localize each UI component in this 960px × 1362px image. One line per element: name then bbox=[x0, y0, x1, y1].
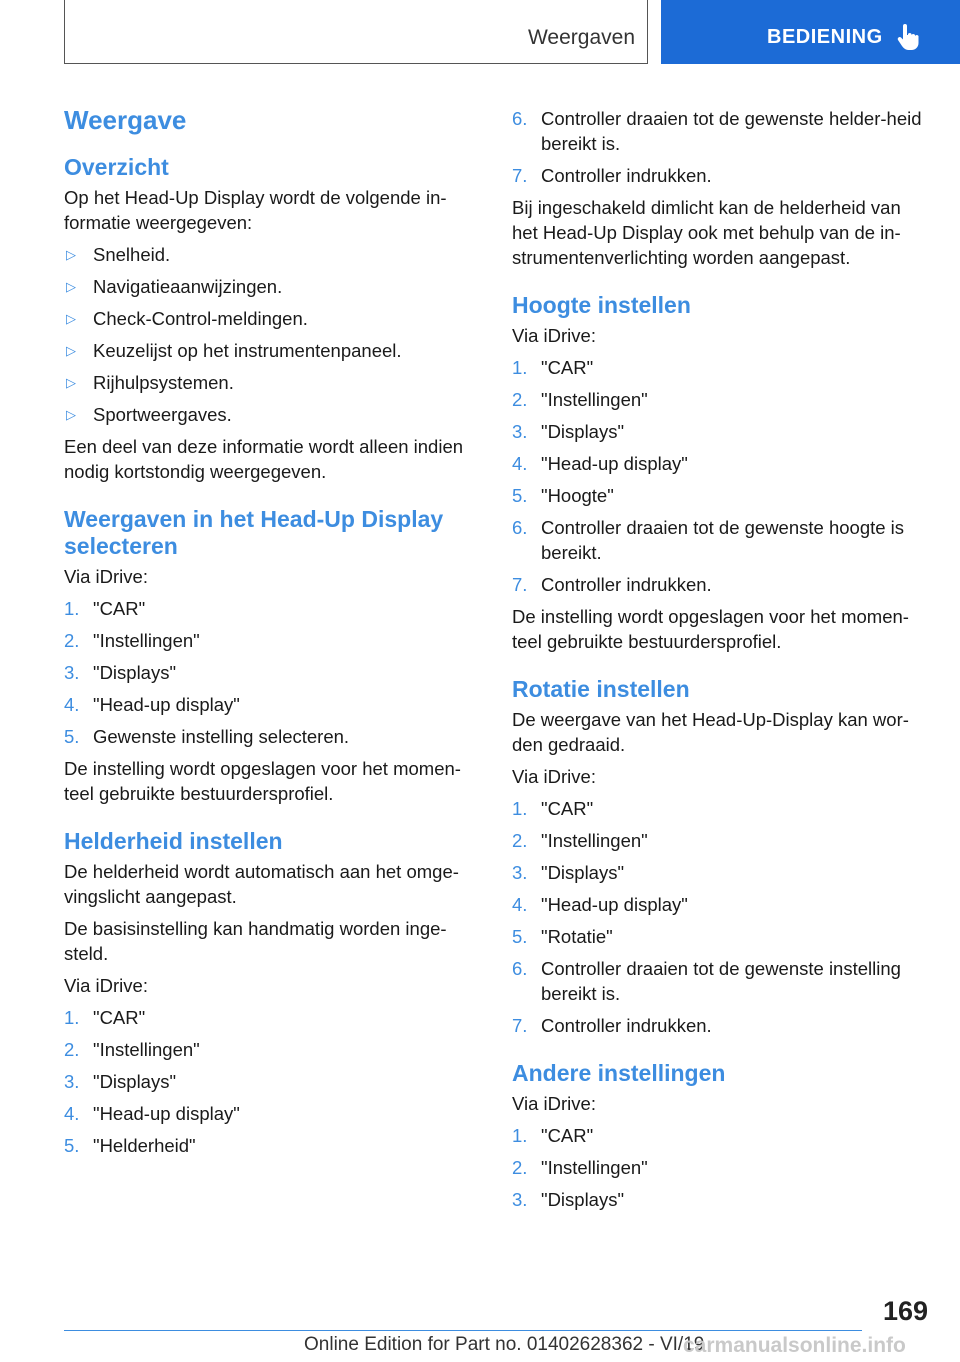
list-item: 1. "CAR" bbox=[512, 357, 594, 378]
list-item: 6. Controller draaien tot de gewenste instelling bereikt is. bbox=[512, 958, 901, 1004]
heading-overzicht: Overzicht bbox=[64, 154, 169, 180]
list-item: 5. "Rotatie" bbox=[512, 926, 613, 947]
rotatie-via: Via iDrive: bbox=[512, 766, 596, 787]
helderheid-p2: De basisinstelling kan handmatig worden inge-steld. bbox=[64, 918, 447, 964]
list-item: 4. "Head-up display" bbox=[64, 694, 240, 715]
heading-hoogte: Hoogte instellen bbox=[512, 292, 691, 318]
page-title: Weergave bbox=[64, 105, 187, 135]
list-item: 4. "Head-up display" bbox=[512, 453, 688, 474]
footer-divider bbox=[64, 1330, 862, 1331]
header-section-box bbox=[64, 0, 648, 64]
triangle-bullet-icon: ▷ bbox=[66, 311, 76, 326]
list-item: 3. "Displays" bbox=[512, 421, 625, 442]
list-item: 6. Controller draaien tot de gewenste hoogte is bereikt. bbox=[512, 517, 905, 563]
rotatie-p1: De weergave van het Head-Up-Display kan wor-den gedraaid. bbox=[512, 709, 909, 755]
heading-helderheid: Helderheid instellen bbox=[64, 828, 283, 854]
list-item: 7. Controller indrukken. bbox=[512, 574, 712, 595]
list-item: 4. "Head-up display" bbox=[64, 1103, 240, 1124]
right-column bbox=[512, 100, 926, 1219]
header-section-title: Weergaven bbox=[527, 26, 635, 49]
header-chapter-box bbox=[661, 0, 960, 64]
andere-steps bbox=[512, 1123, 926, 1212]
helderheid-p1: De helderheid wordt automatisch aan het omge-vingslicht aangepast. bbox=[64, 861, 459, 907]
list-item: ▷ Check-Control-meldingen. bbox=[66, 308, 308, 329]
list-item: 5. "Helderheid" bbox=[64, 1135, 196, 1156]
triangle-bullet-icon: ▷ bbox=[66, 375, 76, 390]
helderheid-via: Via iDrive: bbox=[64, 975, 148, 996]
hoogte-note: De instelling wordt opgeslagen voor het momen-teel gebruikte bestuurdersprofiel. bbox=[512, 606, 909, 652]
list-item: 3. "Displays" bbox=[64, 1071, 177, 1092]
list-item: ▷ Snelheid. bbox=[66, 244, 171, 265]
edition-text: Online Edition for Part no. 01402628362 - VI/19 bbox=[304, 1334, 705, 1355]
pointing-hand-icon bbox=[897, 24, 919, 50]
list-item: 2. "Instellingen" bbox=[64, 1039, 200, 1060]
helderheid-steps-continued bbox=[512, 106, 926, 188]
watermark: carmanualsonline.info bbox=[683, 1334, 906, 1357]
page-number: 169 bbox=[882, 1296, 928, 1326]
heading-rotatie: Rotatie instellen bbox=[512, 676, 690, 702]
rotatie-steps bbox=[512, 796, 926, 1038]
list-item: ▷ Sportweergaves. bbox=[66, 404, 232, 425]
list-item: 3. "Displays" bbox=[64, 662, 177, 683]
list-item: 1. "CAR" bbox=[64, 598, 146, 619]
list-item: 2. "Instellingen" bbox=[512, 830, 648, 851]
selecteren-steps bbox=[64, 596, 478, 749]
list-item: ▷ Keuzelijst op het instrumentenpaneel. bbox=[66, 340, 402, 361]
selecteren-note: De instelling wordt opgeslagen voor het momen-teel gebruikte bestuurdersprofiel. bbox=[64, 758, 461, 804]
overzicht-intro: Op het Head-Up Display wordt de volgende in-formatie weergegeven: bbox=[64, 187, 447, 233]
helderheid-note: Bij ingeschakeld dimlicht kan de helderheid van het Head-Up Display ook met behulp van de in-strumentenverlichting worden aangepast. bbox=[512, 197, 901, 268]
list-item: 1. "CAR" bbox=[64, 1007, 146, 1028]
list-item: 5. "Hoogte" bbox=[512, 485, 614, 506]
hoogte-steps bbox=[512, 355, 926, 597]
overzicht-bullet-list bbox=[64, 242, 478, 427]
list-item: 7. Controller indrukken. bbox=[512, 1015, 712, 1036]
list-item: ▷ Rijhulpsystemen. bbox=[66, 372, 234, 393]
overzicht-note: Een deel van deze informatie wordt alleen indien nodig kortstondig weergegeven. bbox=[64, 436, 464, 482]
list-item: 7. Controller indrukken. bbox=[512, 165, 712, 186]
list-item: 3. "Displays" bbox=[512, 1189, 625, 1210]
triangle-bullet-icon: ▷ bbox=[66, 343, 76, 358]
list-item: 6. Controller draaien tot de gewenste helder-heid bereikt is. bbox=[512, 108, 922, 154]
list-item: 1. "CAR" bbox=[512, 798, 594, 819]
selecteren-via: Via iDrive: bbox=[64, 566, 148, 587]
triangle-bullet-icon: ▷ bbox=[66, 279, 76, 294]
left-column bbox=[64, 100, 478, 1165]
list-item: 2. "Instellingen" bbox=[512, 1157, 648, 1178]
triangle-bullet-icon: ▷ bbox=[66, 407, 76, 422]
list-item: 3. "Displays" bbox=[512, 862, 625, 883]
list-item: ▷ Navigatieaanwijzingen. bbox=[66, 276, 283, 297]
list-item: 1. "CAR" bbox=[512, 1125, 594, 1146]
list-item: 2. "Instellingen" bbox=[512, 389, 648, 410]
triangle-bullet-icon: ▷ bbox=[66, 247, 76, 262]
hoogte-via: Via iDrive: bbox=[512, 325, 596, 346]
heading-selecteren: Weergaven in het Head-Up Display selecteren bbox=[64, 506, 444, 559]
list-item: 4. "Head-up display" bbox=[512, 894, 688, 915]
list-item: 2. "Instellingen" bbox=[64, 630, 200, 651]
header-chapter-title: BEDIENING bbox=[767, 26, 883, 48]
list-item: 5. Gewenste instelling selecteren. bbox=[64, 726, 350, 747]
andere-via: Via iDrive: bbox=[512, 1093, 596, 1114]
heading-andere: Andere instellingen bbox=[512, 1060, 726, 1086]
helderheid-steps bbox=[64, 1005, 478, 1158]
